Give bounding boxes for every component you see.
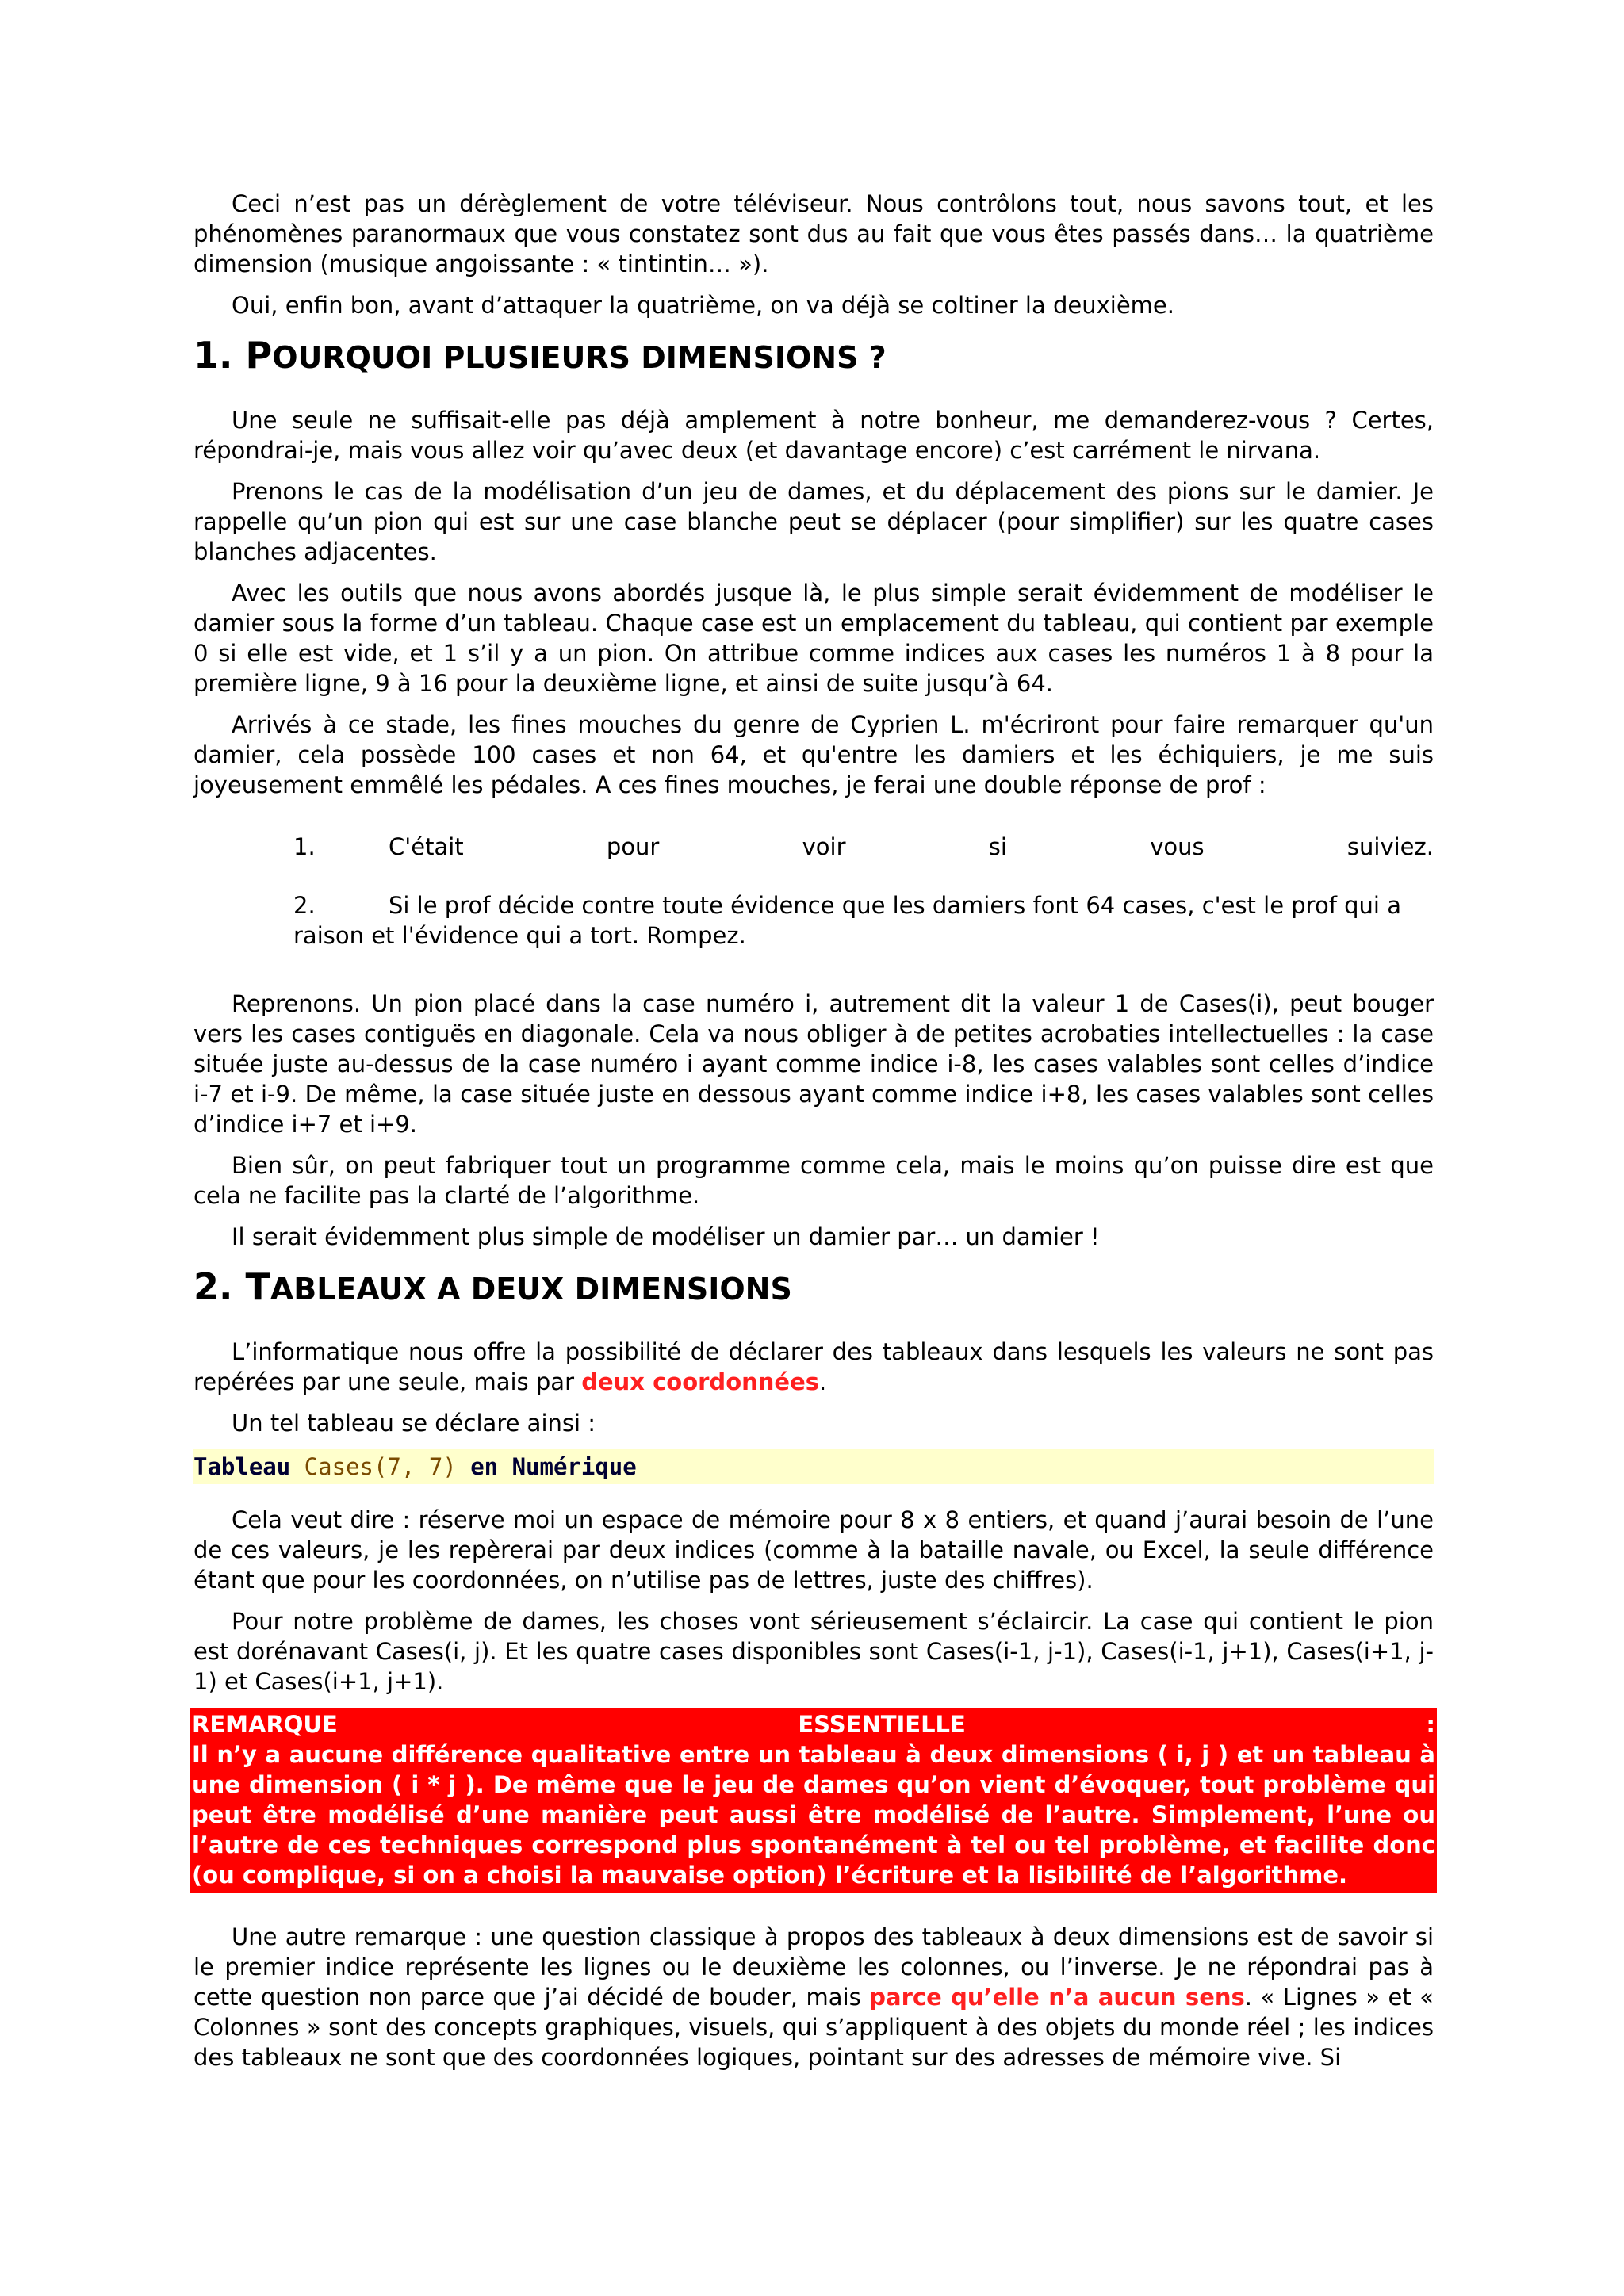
section-1-title-initial: P <box>245 334 273 377</box>
code-keyword-tableau: Tableau <box>193 1453 291 1480</box>
highlight-deux-coordonnees: deux coordonnées <box>581 1368 820 1395</box>
intro-paragraph-1: Ceci n’est pas un dérèglement de votre téléviseur. Nous contrôlons tout, nous savons tout, et les phénomènes paranormaux que vous constatez sont dus au fait que vous êtes passés dans… la quatrième dimension (musique angoissante : « tintintin… »). <box>193 190 1434 277</box>
section-1-title-rest: OURQUOI PLUSIEURS DIMENSIONS ? <box>272 340 887 375</box>
section-1-paragraph-2: Prenons le cas de la modélisation d’un jeu de dames, et du déplacement des pions sur le damier. Je rappelle qu’un pion qui est sur une case blanche peut se déplacer (pour simplifier) sur les quatre cases blanches adjacentes. <box>193 478 1434 565</box>
section-2-paragraph-1-end: . <box>819 1368 827 1395</box>
numbered-list <box>193 832 1434 951</box>
section-2-paragraph-3: Cela veut dire : réserve moi un espace de mémoire pour 8 x 8 entiers, et quand j’aurai besoin de l’une de ces valeurs, je les repèrerai par deux indices (comme à la bataille navale, ou Excel, la seule différence étant que pour les coordonnées, on n’utilise pas de lettres, juste des chiffres). <box>193 1506 1434 1594</box>
highlight-aucun-sens: parce qu’elle n’a aucun sens <box>869 1984 1245 2011</box>
section-2-number: 2. <box>193 1265 246 1308</box>
remark-label: REMARQUE <box>192 1711 338 1738</box>
remark-colon: : <box>1426 1711 1435 1738</box>
list-item-1-number: 1. <box>293 833 316 860</box>
list-item-1-word: vous <box>1150 833 1205 860</box>
section-1-paragraph-3: Avec les outils que nous avons abordés jusque là, le plus simple serait évidemment de modéliser le damier sous la forme d’un tableau. Chaque case est un emplacement du tableau, qui contient par exemple 0 si elle est vide, et 1 s’il y a un pion. On attribue comme indices aux cases les numéros 1 à 8 pour la première ligne, 9 à 16 pour la deuxième ligne, et ainsi de suite jusqu’à 64. <box>193 580 1434 697</box>
section-1-paragraph-5: Reprenons. Un pion placé dans la case numéro i, autrement dit la valeur 1 de Cases(i), peut bouger vers les cases contiguës en diagonale. Cela va nous obliger à de petites acrobaties intellectuelles : la case située juste au-dessus de la case numéro i ayant comme indice i-8, les cases valables sont celles d’indice i-7 et i-9. De même, la case située juste en dessous ayant comme indice i+8, les cases valables sont celles d’indice i+7 et i+9. <box>193 990 1434 1138</box>
code-expression: Cases(7, 7) <box>290 1453 471 1480</box>
list-item-1-word: C'était <box>389 833 464 860</box>
list-item-2-number: 2. <box>293 892 316 919</box>
code-keyword-type: en Numérique <box>470 1453 637 1480</box>
remark-header <box>192 1709 1435 1739</box>
section-2-paragraph-1-start: L’informatique nous offre la possibilité de déclarer des tableaux dans lesquels les valeurs ne sont pas repérées par une seule, mais par <box>193 1338 1434 1395</box>
essential-remark-box <box>190 1708 1437 1893</box>
list-item-1 <box>193 832 1434 862</box>
section-2-title-rest: ABLEAUX A DEUX DIMENSIONS <box>270 1272 792 1307</box>
section-2-heading <box>193 1263 1434 1313</box>
section-1-paragraph-1: Une seule ne suffisait-elle pas déjà amplement à notre bonheur, me demanderez-vous ? Certes, répondrai-je, mais vous allez voir qu’avec deux (et davantage encore) c’est carrément le nirvana. <box>193 407 1434 464</box>
section-1-paragraph-6: Bien sûr, on peut fabriquer tout un programme comme cela, mais le moins qu’on puisse dire est que cela ne facilite pas la clarté de l’algorithme. <box>193 1152 1434 1209</box>
list-item-1-word: pour <box>606 833 660 860</box>
section-2-paragraph-5 <box>193 1922 1434 2072</box>
code-declaration <box>193 1449 1434 1484</box>
remark-body: Il n’y a aucune différence qualitative entre un tableau à deux dimensions ( i, j ) et un tableau à une dimension ( i * j ). De même que le jeu de dames qu’on vient d’évoquer, tout problème qui peut être modélisé d’une manière peut aussi être modélisé de l’autre. Simplement, l’une ou l’autre de ces techniques correspond plus spontanément à tel ou tel problème, et facilite donc (ou complique, si on a choisi la mauvaise option) l’écriture et la lisibilité de l’algorithme. <box>192 1741 1435 1888</box>
remark-essential-label: ESSENTIELLE <box>798 1711 966 1738</box>
list-item-1-text <box>389 832 1434 862</box>
list-item-2 <box>193 890 1434 951</box>
section-2-title-initial: T <box>245 1265 270 1308</box>
section-1-heading <box>193 331 1434 381</box>
list-item-1-word: voir <box>802 833 846 860</box>
list-item-1-word: suiviez. <box>1346 833 1434 860</box>
list-item-1-word: si <box>988 833 1007 860</box>
section-1-number: 1. <box>193 334 246 377</box>
section-1-paragraph-7: Il serait évidemment plus simple de modéliser un damier par… un damier ! <box>232 1223 1100 1250</box>
section-2-paragraph-2: Un tel tableau se déclare ainsi : <box>232 1410 596 1437</box>
section-2-paragraph-5-end: . « Lignes » et « Colonnes » sont des concepts graphiques, visuels, qui s’appliquent à des objets du monde réel ; les indices des tableaux ne sont que des coordonnées logiques, pointant sur des adresses de mémoire vive. Si <box>193 1984 1434 2071</box>
section-2-paragraph-4: Pour notre problème de dames, les choses vont sérieusement s’éclaircir. La case qui contient le pion est dorénavant Cases(i, j). Et les quatre cases disponibles sont Cases(i-1, j-1), Cases(i-1, j+1), Cases(i+1, j-1) et Cases(i+1, j+1). <box>193 1608 1434 1695</box>
intro-paragraph-2: Oui, enfin bon, avant d’attaquer la quatrième, on va déjà se coltiner la deuxième. <box>232 292 1174 319</box>
list-item-2-text: Si le prof décide contre toute évidence que les damiers font 64 cases, c'est le prof qui a raison et l'évidence qui a tort. Rompez. <box>293 892 1401 949</box>
section-1-paragraph-4: Arrivés à ce stade, les fines mouches du genre de Cyprien L. m'écriront pour faire remarquer qu'un damier, cela possède 100 cases et non 64, et qu'entre les damiers et les échiquiers, je me suis joyeusement emmêlé les pédales. A ces fines mouches, je ferai une double réponse de prof : <box>193 711 1434 798</box>
section-2-paragraph-1 <box>193 1337 1434 1397</box>
section-2-paragraph-5-start: Une autre remarque : une question classique à propos des tableaux à deux dimensions est de savoir si le premier indice représente les lignes ou le deuxième les colonnes, ou l’inverse. Je ne répondrai pas à cette question non parce que j’ai décidé de bouder, mais <box>193 1923 1434 2011</box>
document-page <box>193 189 1434 2084</box>
